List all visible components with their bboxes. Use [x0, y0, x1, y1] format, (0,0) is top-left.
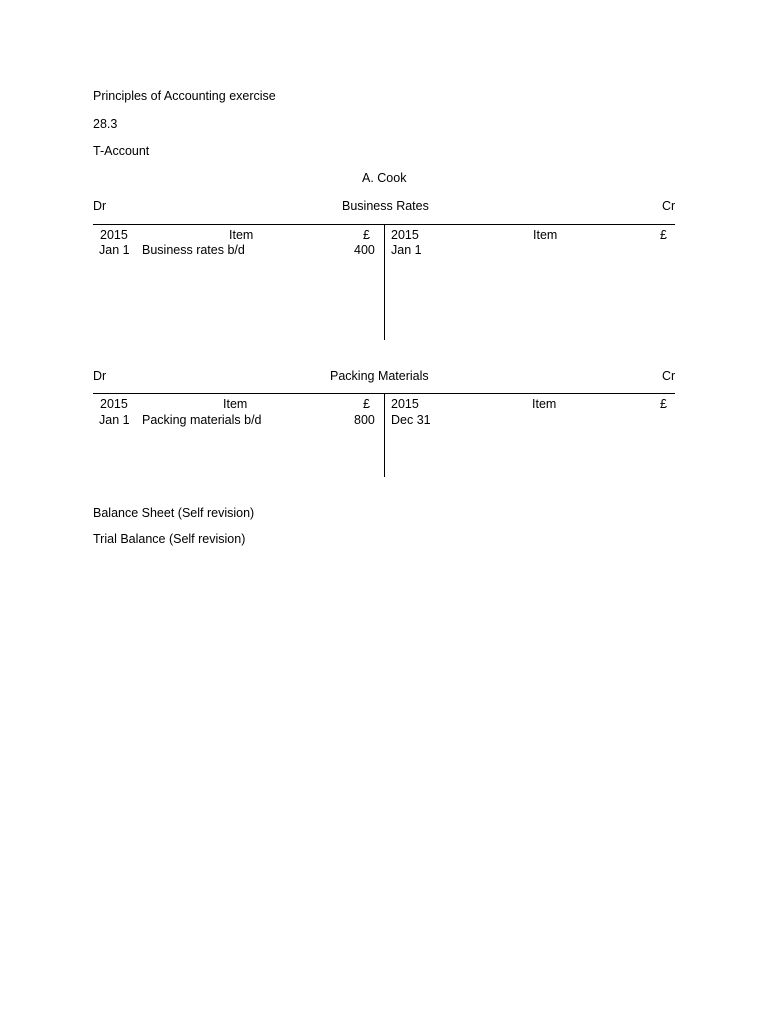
t-account-center-rule: [384, 393, 385, 477]
credit-row-date: Dec 31: [391, 413, 431, 427]
credit-item-header: Item: [533, 228, 558, 242]
debit-year-header: 2015: [100, 228, 128, 242]
credit-item-header: Item: [532, 397, 557, 411]
account-name: Packing Materials: [330, 369, 429, 383]
debit-row-date: Jan 1: [99, 413, 130, 427]
document-title: Principles of Accounting exercise: [93, 89, 276, 103]
balance-sheet-note: Balance Sheet (Self revision): [93, 506, 255, 520]
exercise-number: 28.3: [93, 117, 118, 131]
debit-row-amount: 400: [354, 243, 375, 257]
account-owner: A. Cook: [362, 171, 407, 185]
debit-row-item: Packing materials b/d: [142, 413, 262, 427]
dr-label: Dr: [93, 369, 107, 383]
debit-row-amount: 800: [354, 413, 375, 427]
credit-currency-header: £: [660, 397, 667, 411]
t-account-center-rule: [384, 224, 385, 340]
cr-label: Cr: [662, 369, 676, 383]
debit-item-header: Item: [229, 228, 254, 242]
trial-balance-note: Trial Balance (Self revision): [93, 532, 246, 546]
credit-currency-header: £: [660, 228, 667, 242]
account-name: Business Rates: [342, 199, 429, 213]
section-title: T-Account: [93, 144, 150, 158]
debit-row-date: Jan 1: [99, 243, 130, 257]
debit-row-item: Business rates b/d: [142, 243, 245, 257]
dr-label: Dr: [93, 199, 107, 213]
credit-year-header: 2015: [391, 397, 419, 411]
debit-item-header: Item: [223, 397, 248, 411]
debit-currency-header: £: [363, 228, 370, 242]
credit-row-date: Jan 1: [391, 243, 422, 257]
debit-currency-header: £: [363, 397, 370, 411]
debit-year-header: 2015: [100, 397, 128, 411]
cr-label: Cr: [662, 199, 676, 213]
credit-year-header: 2015: [391, 228, 419, 242]
